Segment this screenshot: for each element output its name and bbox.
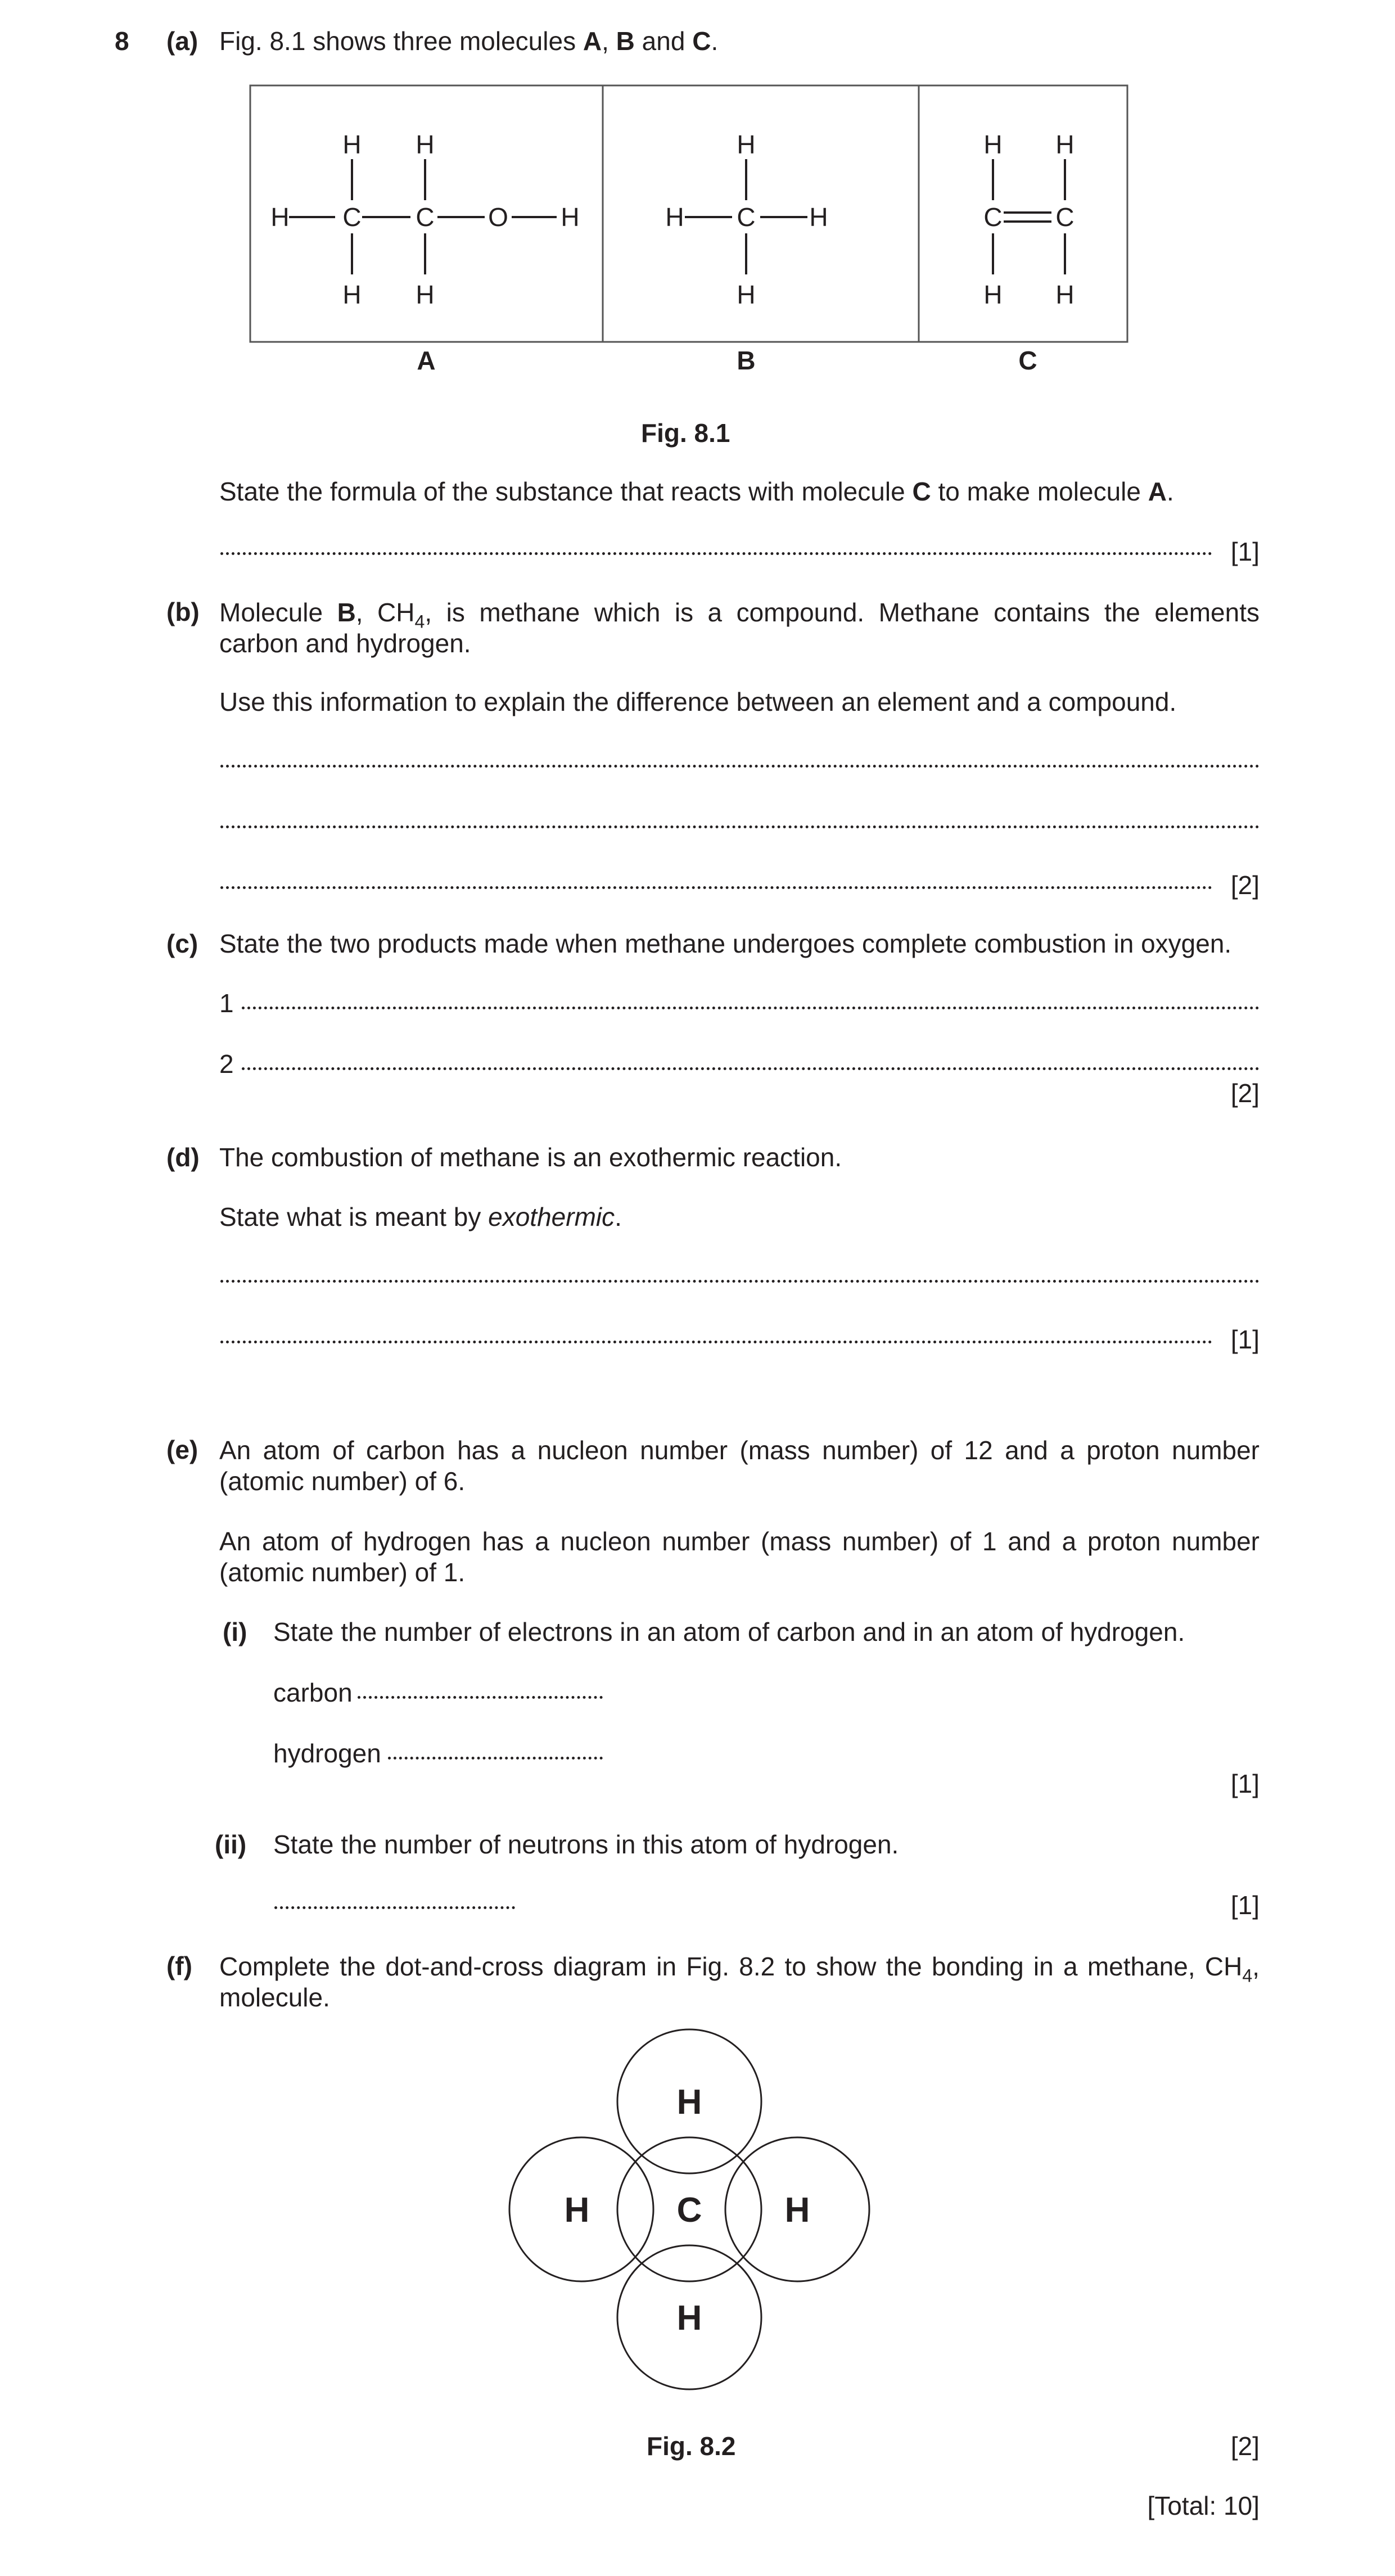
- part-c-label: (c): [166, 929, 198, 958]
- part-d-question: State what is meant by exothermic.: [219, 1202, 622, 1231]
- part-e-hydrogen-text: An atom of hydrogen has a nucleon number (mass number) of 1 and a proton number (atomic number) of 1.: [219, 1527, 1259, 1587]
- atom-c: C: [342, 202, 362, 232]
- part-e-ii-label: (ii): [215, 1830, 247, 1859]
- molecule-b: [665, 130, 828, 309]
- atom-h: H: [342, 280, 362, 309]
- answer-line[interactable]: [220, 825, 1259, 828]
- atom-h: H: [983, 130, 1003, 159]
- part-c-marks: [2]: [1230, 1079, 1259, 1108]
- part-a-question: State the formula of the substance that reacts with molecule C to make molecule A.: [219, 477, 1174, 506]
- figure-8-1-caption: Fig. 8.1: [641, 418, 730, 448]
- part-f-question: Complete the dot-and-cross diagram in Fig. 8.2 to show the bonding in a methane, $CH_4$, molecule.: [219, 1952, 1259, 2013]
- atom-h: H: [416, 280, 435, 309]
- atom-h: H: [416, 130, 435, 159]
- atom-o: O: [488, 202, 508, 232]
- atom-h: H: [665, 202, 684, 232]
- part-d-statement: The combustion of methane is an exothermic reaction.: [219, 1143, 842, 1172]
- part-a-marks: [1]: [1230, 537, 1259, 566]
- neutrons-answer-line[interactable]: [274, 1906, 515, 1909]
- atom-h: H: [737, 280, 756, 309]
- atom-h: H: [561, 202, 580, 232]
- atom-h: H: [270, 202, 290, 232]
- part-f-marks: [2]: [1230, 2431, 1259, 2461]
- part-d-marks: [1]: [1230, 1325, 1259, 1354]
- atom-h: H: [809, 202, 828, 232]
- atom-h-top: H: [676, 2083, 702, 2122]
- part-b-question: Use this information to explain the difference between an element and a compound.: [219, 687, 1177, 716]
- part-a-label: (a): [166, 26, 198, 56]
- answer-line[interactable]: [220, 1280, 1259, 1283]
- atom-c: C: [737, 202, 756, 232]
- carbon-answer-line[interactable]: [358, 1696, 603, 1699]
- atom-h: H: [1055, 130, 1075, 159]
- molecule-c: [983, 130, 1074, 309]
- part-e-label: (e): [166, 1435, 198, 1464]
- molecule-label-a: A: [417, 346, 436, 375]
- answer-line[interactable]: [220, 886, 1212, 889]
- atom-h: H: [342, 130, 362, 159]
- part-e-i-marks: [1]: [1230, 1769, 1259, 1798]
- answer-line-number: 1: [219, 989, 234, 1018]
- figure-8-2: [0, 2013, 1395, 2407]
- part-f-label: (f): [166, 1951, 192, 1981]
- atom-h: H: [1055, 280, 1075, 309]
- question-number: 8: [115, 26, 129, 56]
- figure-8-1: [0, 0, 1395, 405]
- part-e-ii-question: State the number of neutrons in this atom of hydrogen.: [273, 1830, 899, 1859]
- part-e-i-label: (i): [223, 1617, 247, 1646]
- part-c-question: State the two products made when methane undergoes complete combustion in oxygen.: [219, 929, 1232, 958]
- atom-h: H: [983, 280, 1003, 309]
- part-a-intro: Fig. 8.1 shows three molecules A, B and C.: [219, 26, 719, 56]
- answer-line[interactable]: [220, 765, 1259, 768]
- molecule-label-c: C: [1018, 346, 1037, 375]
- molecule-label-b: B: [737, 346, 756, 375]
- part-e-i-question: State the number of electrons in an atom of carbon and in an atom of hydrogen.: [273, 1617, 1185, 1646]
- answer-line[interactable]: [242, 1067, 1259, 1070]
- part-b-marks: [2]: [1230, 870, 1259, 900]
- atom-c: C: [983, 202, 1003, 232]
- atom-c-centre: C: [676, 2191, 702, 2230]
- part-e-carbon-text: An atom of carbon has a nucleon number (mass number) of 12 and a proton number (atomic number) of 6.: [219, 1436, 1259, 1496]
- hydrogen-label: hydrogen: [273, 1739, 381, 1768]
- answer-line[interactable]: [220, 1341, 1212, 1343]
- answer-line[interactable]: [220, 552, 1212, 555]
- figure-8-2-caption: Fig. 8.2: [647, 2431, 736, 2461]
- part-b-text: Molecule B, $CH_4$, is methane which is a compound. Methane contains the elements carbon and hydrogen.: [219, 598, 1260, 658]
- molecule-a: [270, 130, 579, 309]
- part-d-label: (d): [166, 1143, 200, 1172]
- answer-line[interactable]: [242, 1007, 1259, 1009]
- atom-h-right: H: [784, 2191, 810, 2230]
- atom-c: C: [1055, 202, 1075, 232]
- part-b-label: (b): [166, 597, 200, 626]
- carbon-label: carbon: [273, 1678, 353, 1707]
- atom-h: H: [737, 130, 756, 159]
- answer-line-number: 2: [219, 1049, 234, 1079]
- atom-c: C: [416, 202, 435, 232]
- atom-h-bottom: H: [676, 2299, 702, 2338]
- question-total: [Total: 10]: [1147, 2491, 1259, 2520]
- atom-h-left: H: [564, 2191, 590, 2230]
- hydrogen-answer-line[interactable]: [388, 1757, 603, 1760]
- part-e-ii-marks: [1]: [1230, 1891, 1259, 1920]
